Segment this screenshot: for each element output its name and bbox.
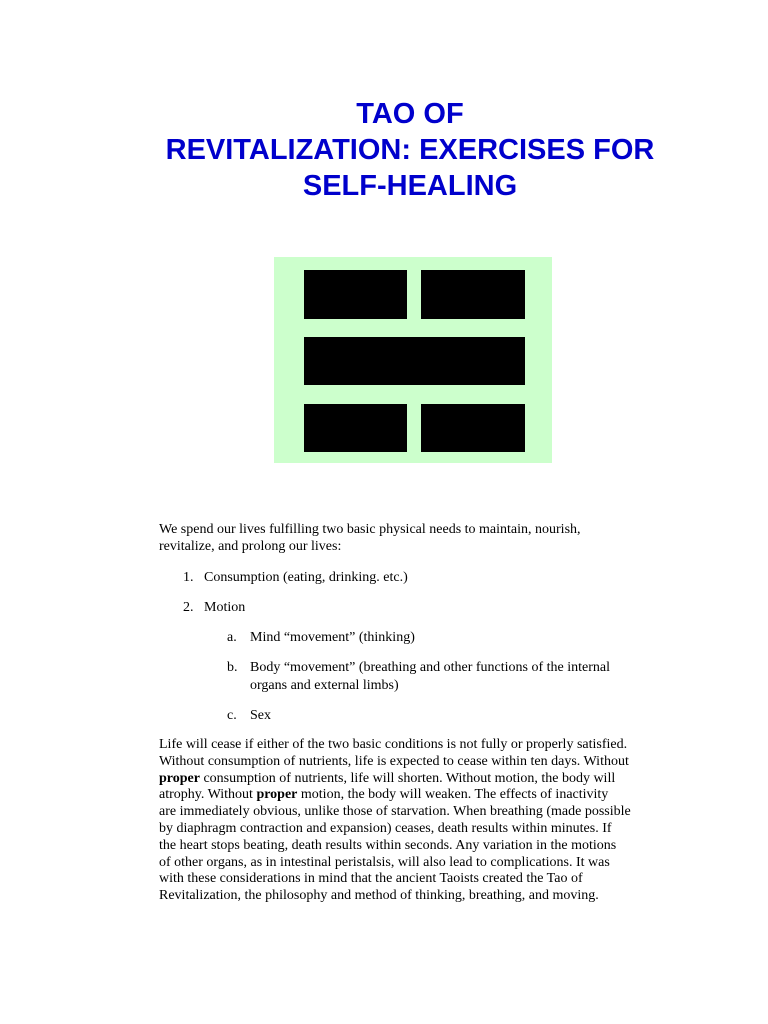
paragraph-line-4: [159, 787, 679, 804]
paragraph-line-6: by diaphragm contraction and expansion) ceases, death results within minutes. If: [159, 820, 612, 836]
trigram-bar-bottom-right: [421, 404, 525, 452]
sublist-marker-a: a.: [227, 630, 237, 645]
paragraph-line-4-rest: motion, the body will weaken. The effects of inactivity: [297, 787, 609, 803]
sublist-item-body-line-1: Body “movement” (breathing and other functions of the internal: [250, 660, 611, 675]
document-title: [140, 96, 680, 204]
trigram-bar-bottom-left: [304, 404, 407, 452]
paragraph-line-2: Without consumption of nutrients, life is expected to cease within ten days. Without: [159, 753, 629, 769]
title-line-3: SELF-HEALING: [302, 170, 518, 202]
body-paragraph: [159, 737, 679, 905]
bold-proper-2: proper: [256, 787, 298, 803]
paragraph-line-10: Revitalization, the philosophy and method of thinking, breathing, and moving.: [159, 888, 599, 904]
trigram-figure: [274, 257, 552, 463]
paragraph-line-3-rest: consumption of nutrients, life will shorten. Without motion, the body will: [199, 770, 616, 786]
trigram-bar-top-right: [421, 270, 525, 319]
sublist-marker-b: b.: [227, 660, 238, 675]
paragraph-line-8: of other organs, as in intestinal peristalsis, will also lead to complications. It was: [159, 854, 610, 870]
title-line-1: TAO OF: [356, 98, 464, 130]
list-marker-2: 2.: [183, 600, 194, 615]
intro-line-1: We spend our lives fulfilling two basic physical needs to maintain, nourish,: [159, 522, 581, 537]
bold-proper-1: proper: [159, 770, 200, 786]
trigram-bar-top-left: [304, 270, 407, 319]
list-marker-1: 1.: [183, 570, 194, 585]
sublist-item-body-line-2: organs and external limbs): [250, 678, 399, 693]
sublist-marker-c: c.: [227, 708, 237, 723]
paragraph-line-5: are immediately obvious, unlike those of starvation. When breathing (made possible: [159, 804, 631, 820]
paragraph-line-7: the heart stops beating, death results within seconds. Any variation in the motions: [159, 837, 617, 853]
sublist-item-mind: Mind “movement” (thinking): [250, 630, 415, 645]
title-line-2: REVITALIZATION: EXERCISES FOR: [165, 134, 655, 166]
paragraph-line-1: Life will cease if either of the two basic conditions is not fully or properly satisfied.: [159, 737, 628, 752]
list-item-motion: Motion: [204, 600, 246, 615]
sublist-item-sex: Sex: [250, 708, 271, 723]
intro-line-2: revitalize, and prolong our lives:: [159, 539, 342, 554]
trigram-bar-middle: [304, 337, 525, 385]
list-item-consumption: Consumption (eating, drinking. etc.): [204, 570, 408, 585]
paragraph-line-3: [159, 771, 679, 788]
paragraph-line-4-pre: atrophy. Without: [159, 787, 257, 803]
paragraph-line-9: with these considerations in mind that the ancient Taoists created the Tao of: [159, 871, 583, 887]
intro-paragraph: [159, 521, 581, 555]
